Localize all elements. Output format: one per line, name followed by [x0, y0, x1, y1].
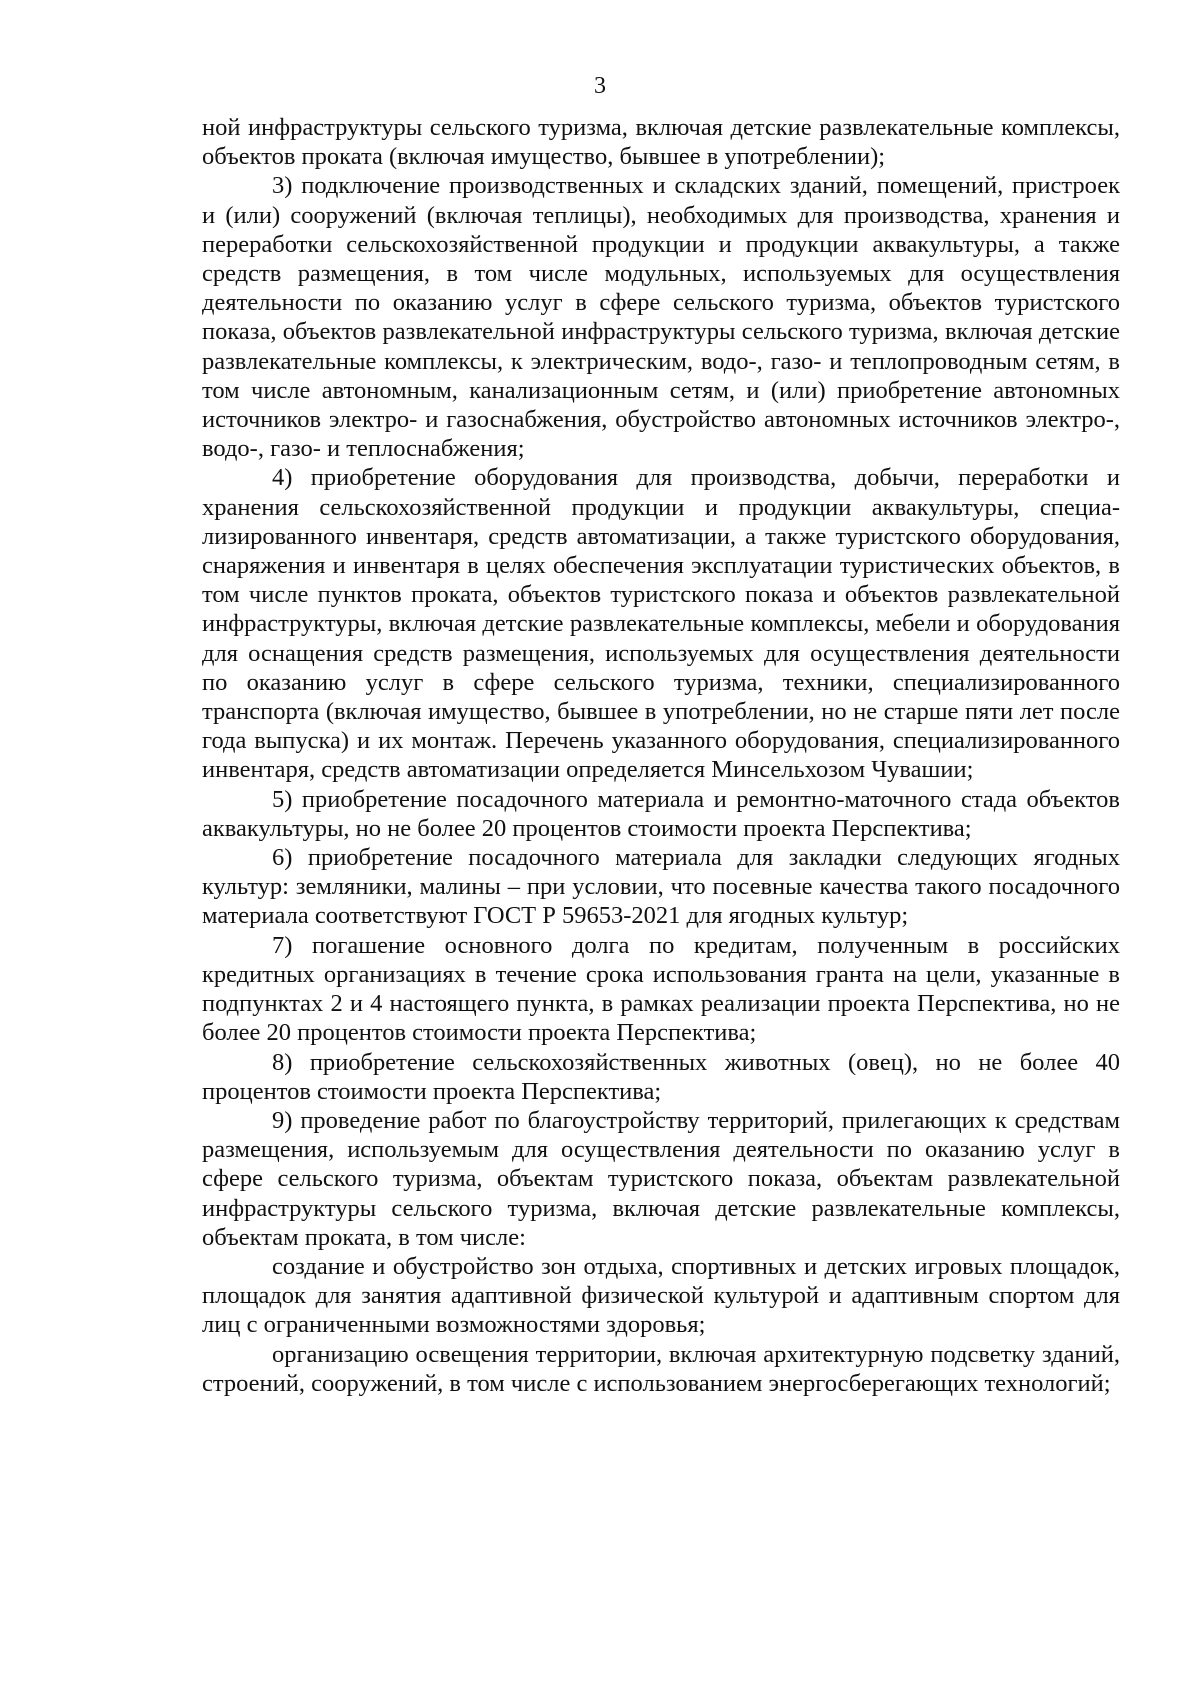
paragraph-subitem-recreation-zones: создание и обустройство зон отдыха, спортивных и детских игровых площадок, площадок для занятия адаптивной физической культурой и адаптивным спортом для лиц с ограниченными возможностями здоровья; — [202, 1252, 1120, 1339]
document-body — [202, 113, 1120, 1398]
paragraph-item-9: 9) проведение работ по благоустройству территорий, прилегающих к средствам размещения, используемым для осуществления деятельности по оказанию услуг в сфере сельского туризма, объектам туристского показа, объектам развлекательной инфраструктуры сельского туризма, включая детские развлекательные комплексы, объектам проката, в том числе: — [202, 1106, 1120, 1251]
paragraph-item-5: 5) приобретение посадочного материала и ремонтно-маточного стада объектов аквакультуры, но не более 20 процентов стоимости проекта Перспектива; — [202, 785, 1120, 842]
paragraph-continuation: ной инфраструктуры сельского туризма, включая детские развлекательные комплексы, объектов проката (включая имущество, бывшее в употреблении); — [202, 114, 1120, 171]
page-number: 3 — [594, 73, 606, 99]
paragraph-item-6: 6) приобретение посадочного материала для закладки следующих ягодных культур: земляники, малины – при условии, что посевные качества такого посадочного материала соответствуют ГОСТ Р 59653-2021 для ягодных культур; — [202, 844, 1120, 930]
paragraph-item-3: 3) подключение производственных и складских зданий, помещений, пристроек и (или) сооружений (включая теплицы), необходимых для производства, хранения и переработки сельскохозяйственной продукции и продукции аквакультуры, а также средств размещения, в том числе модульных, используемых для осуществления деятельности по оказанию услуг в сфере сельского туризма, объектов туристского показа, объектов развлекательной инфраструктуры сельского туризма, включая детские развлекательные комплексы, к электрическим, водо-, газо- и теплопроводным сетям, в том числе автономным, канализационным сетям, и (или) приобретение автономных источников электро- и газоснабжения, обустройство автономных источников электро-, водо-, газо- и теплоснабжения; — [202, 172, 1120, 463]
paragraph-subitem-lighting: организацию освещения территории, включая архитектурную подсветку зданий, строений, сооружений, в том числе с использованием энергосберегающих технологий; — [202, 1340, 1120, 1397]
paragraph-item-8: 8) приобретение сельскохозяйственных животных (овец), но не более 40 процентов стоимости проекта Перспектива; — [202, 1048, 1120, 1105]
paragraph-item-4: 4) приобретение оборудования для производства, добычи, переработки и хранения сельскохозяйственной продукции и продукции аквакультуры, специализированного инвентаря, средств автоматизации, а также туристского оборудования, снаряжения и инвентаря в целях обеспечения эксплуатации туристических объектов, в том числе пунктов проката, объектов туристского показа и объектов развлекательной инфраструктуры, включая детские развлекательные комплексы, мебели и оборудования для оснащения средств размещения, используемых для осуществления деятельности по оказанию услуг в сфере сельского туризма, техники, специализированного транспорта (включая имущество, бывшее в употреблении, но не старше пяти лет после года выпуска) и их монтаж. Перечень указанного оборудования, специализированного инвентаря, средств автоматизации определяется Минсельхозом Чувашии; — [202, 464, 1120, 784]
paragraph-item-7: 7) погашение основного долга по кредитам, полученным в российских кредитных организациях в течение срока использования гранта на цели, указанные в подпунктах 2 и 4 настоящего пункта, в рамках реализации проекта Перспектива, но не более 20 процентов стоимости проекта Перспектива; — [202, 931, 1120, 1047]
